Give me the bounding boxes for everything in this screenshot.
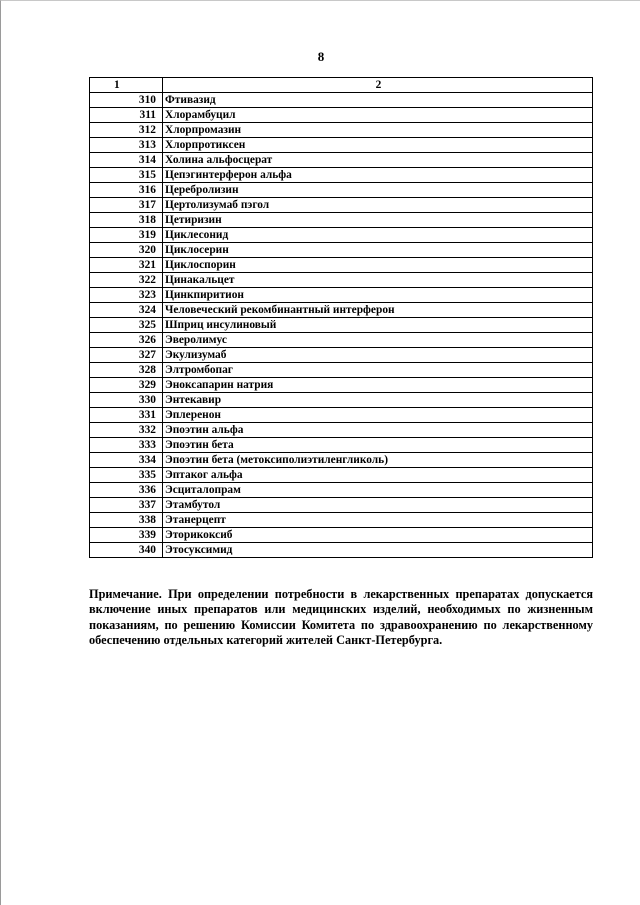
row-number: 322: [90, 273, 163, 288]
drug-name: Церебролизин: [163, 183, 593, 198]
drug-name: Цертолизумаб пэгол: [163, 198, 593, 213]
drug-name: Цинкпиритион: [163, 288, 593, 303]
table-row: [90, 513, 593, 528]
table-row: [90, 138, 593, 153]
drug-name: Этосуксимид: [163, 543, 593, 558]
table-row: [90, 393, 593, 408]
row-number: 323: [90, 288, 163, 303]
table-row: [90, 468, 593, 483]
drug-name: Шприц инсулиновый: [163, 318, 593, 333]
drug-name: Эпоэтин бета (метоксиполиэтиленгликоль): [163, 453, 593, 468]
drug-name: Фтивазид: [163, 93, 593, 108]
row-number: 316: [90, 183, 163, 198]
page-number: 8: [317, 49, 325, 64]
table-row: [90, 363, 593, 378]
row-number: 337: [90, 498, 163, 513]
drug-name: Этанерцепт: [163, 513, 593, 528]
row-number: 319: [90, 228, 163, 243]
row-number: 336: [90, 483, 163, 498]
table-row: [90, 318, 593, 333]
row-number: 326: [90, 333, 163, 348]
table-header-row: [90, 78, 593, 93]
table-row: [90, 438, 593, 453]
drug-name: Экулизумаб: [163, 348, 593, 363]
row-number: 339: [90, 528, 163, 543]
table-row: [90, 213, 593, 228]
table-row: [90, 93, 593, 108]
table-row: [90, 498, 593, 513]
row-number: 317: [90, 198, 163, 213]
row-number: 334: [90, 453, 163, 468]
row-number: 318: [90, 213, 163, 228]
row-number: 338: [90, 513, 163, 528]
row-number: 333: [90, 438, 163, 453]
drug-name: Хлорпромазин: [163, 123, 593, 138]
table-row: [90, 108, 593, 123]
table-row: [90, 483, 593, 498]
table-row: [90, 153, 593, 168]
drug-name: Эторикоксиб: [163, 528, 593, 543]
row-number: 330: [90, 393, 163, 408]
table-row: [90, 168, 593, 183]
row-number: 310: [90, 93, 163, 108]
drug-name: Человеческий рекомбинантный интерферон: [163, 303, 593, 318]
table-row: [90, 408, 593, 423]
row-number: 328: [90, 363, 163, 378]
row-number: 327: [90, 348, 163, 363]
row-number: 315: [90, 168, 163, 183]
row-number: 312: [90, 123, 163, 138]
row-number: 331: [90, 408, 163, 423]
row-number: 335: [90, 468, 163, 483]
drug-name: Цепэгинтерферон альфа: [163, 168, 593, 183]
table-row: [90, 123, 593, 138]
table-row: [90, 528, 593, 543]
row-number: 311: [90, 108, 163, 123]
row-number: 332: [90, 423, 163, 438]
table-row: [90, 198, 593, 213]
table-row: [90, 378, 593, 393]
drug-name: Эпоэтин альфа: [163, 423, 593, 438]
row-number: 320: [90, 243, 163, 258]
drug-name: Эпоэтин бета: [163, 438, 593, 453]
drug-name: Хлорамбуцил: [163, 108, 593, 123]
table-row: [90, 423, 593, 438]
footnote: Примечание. При определении потребности в лекарственных препаратах допускается включение иных препаратов или медицинских изделий, необходимых по жизненным показаниям, по решению Комиссии Комитета по здравоохранению по лекарственному обеспечению отдельных категорий жителей Санкт-Петербурга.: [89, 587, 593, 648]
table-row: [90, 288, 593, 303]
drug-name: Хлорпротиксен: [163, 138, 593, 153]
row-number: 324: [90, 303, 163, 318]
column-header-number: 1: [90, 78, 163, 93]
table-row: [90, 333, 593, 348]
table-row: [90, 258, 593, 273]
table-row: [90, 543, 593, 558]
table-body: [90, 93, 593, 558]
column-header-name: 2: [163, 78, 593, 93]
row-number: 313: [90, 138, 163, 153]
drug-name: Циклесонид: [163, 228, 593, 243]
row-number: 325: [90, 318, 163, 333]
drug-name: Эптаког альфа: [163, 468, 593, 483]
drug-name: Этамбутол: [163, 498, 593, 513]
row-number: 321: [90, 258, 163, 273]
drug-name: Эплеренон: [163, 408, 593, 423]
row-number: 314: [90, 153, 163, 168]
table-row: [90, 273, 593, 288]
table-row: [90, 303, 593, 318]
row-number: 329: [90, 378, 163, 393]
table-row: [90, 348, 593, 363]
drug-name: Цетиризин: [163, 213, 593, 228]
medication-table: [89, 77, 593, 558]
drug-name: Холина альфосцерат: [163, 153, 593, 168]
drug-name: Эсциталопрам: [163, 483, 593, 498]
table-row: [90, 228, 593, 243]
table-row: [90, 183, 593, 198]
drug-name: Энтекавир: [163, 393, 593, 408]
drug-name: Эверолимус: [163, 333, 593, 348]
row-number: 340: [90, 543, 163, 558]
drug-name: Элтромбопаг: [163, 363, 593, 378]
drug-name: Циклосерин: [163, 243, 593, 258]
drug-name: Цинакальцет: [163, 273, 593, 288]
table-row: [90, 243, 593, 258]
drug-name: Циклоспорин: [163, 258, 593, 273]
table-row: [90, 453, 593, 468]
drug-name: Эноксапарин натрия: [163, 378, 593, 393]
